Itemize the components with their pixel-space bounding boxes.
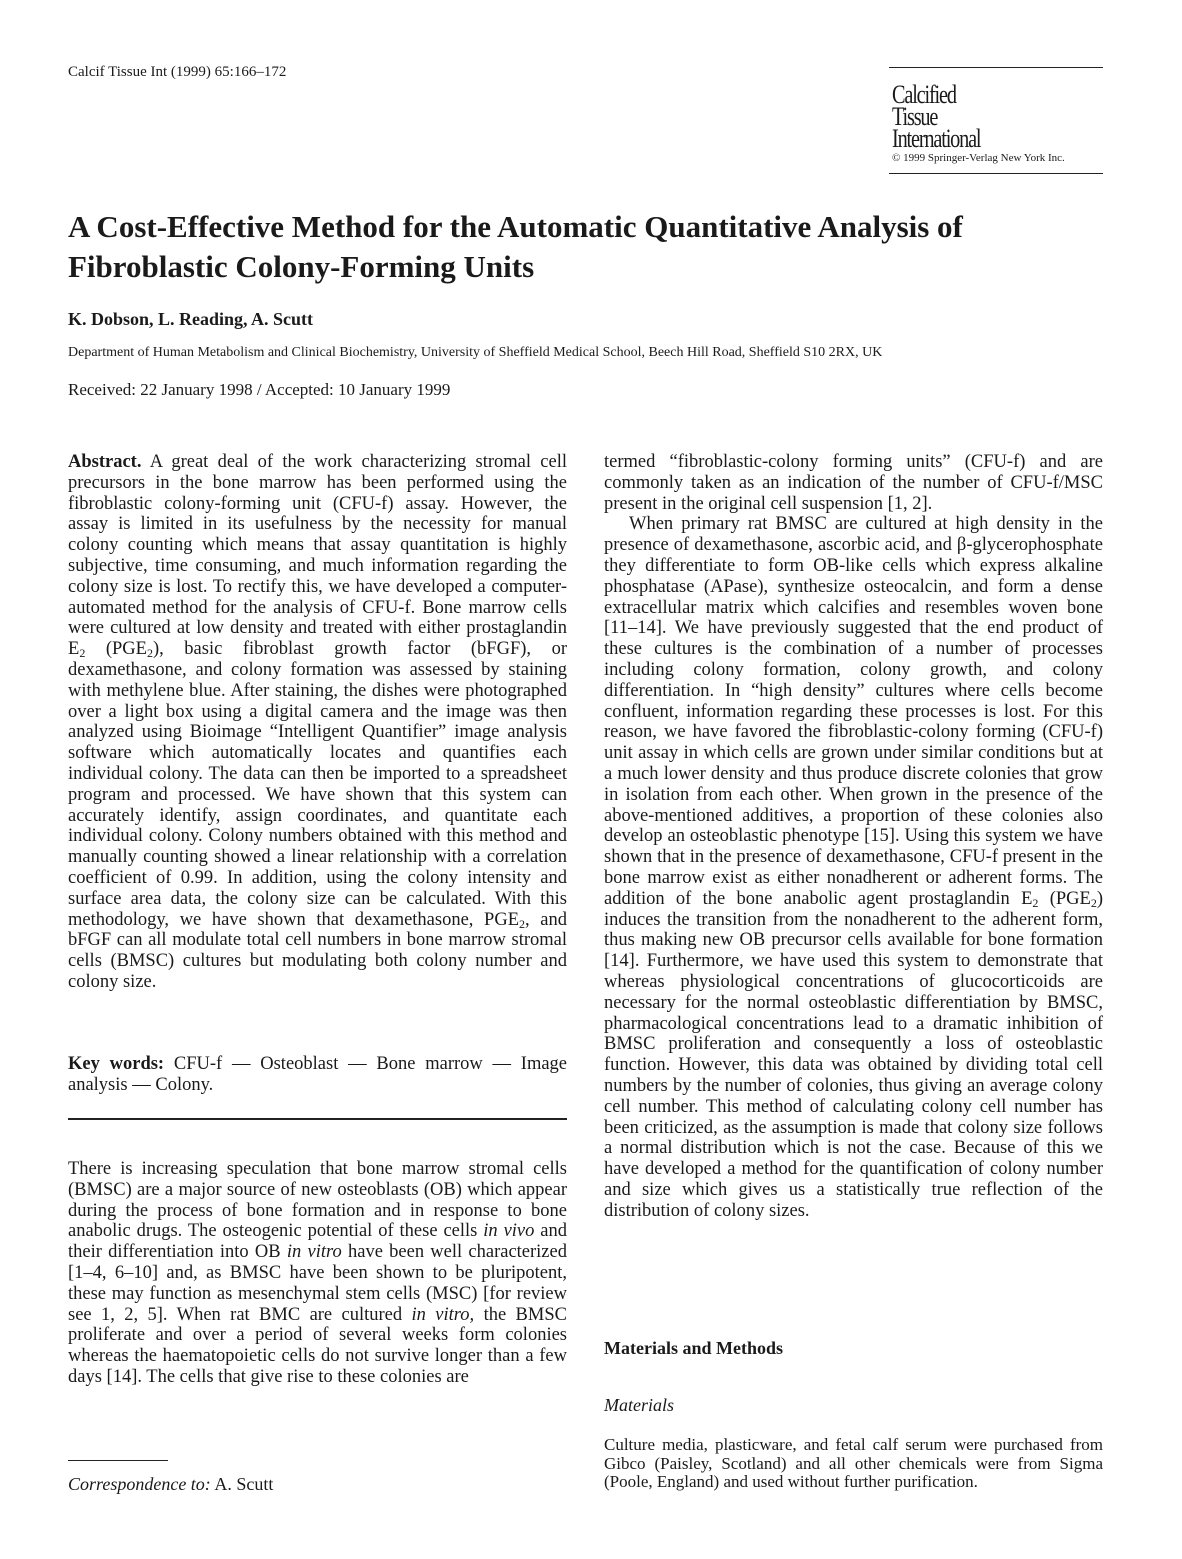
abstract	[68, 452, 567, 993]
intro-text: When primary rat BMSC are cultured at high density in the presence of dexamethasone, ascorbic acid, and β-glycerophosphate they differentiate to form OB-like cells which express alkaline phosphatase (APase), synthesize osteocalcin, and form a dense extracellular matrix which calcifies and resembles woven bone [11–14]. We have previously suggested that the end product of these cultures is the combination of a number of processes including colony formation, colony growth, and colony differentiation. In “high density” cultures where cells become confluent, information regarding these processes is lost. For this reason, we have favored the fibroblastic-colony forming (CFU-f) unit assay in which cells are grown under similar conditions but at a much lower density and thus produce discrete colonies that grow in isolation from each other. When grown in the presence of the above-mentioned additives, a proportion of these colonies also develop an osteoblastic phenotype [15]. Using this system we have shown that in the presence of dexamethasone, CFU-f present in the bone marrow exist as either nonadherent or adherent forms. The addition of the bone anabolic agent prostaglandin E	[604, 514, 1103, 909]
journal-logo-line2: Tissue	[892, 102, 938, 131]
intro-text: ) induces the transition from the nonadherent to the adherent form, thus making new OB precursor cells available for bone formation [14]. Furthermore, we have used this system to demonstrate that whereas physiological concentrations of glucocorticoids are necessary for the normal osteoblastic differentiation by BMSC, pharmacological concentrations lead to a dramatic inhibition of BMSC proliferation and consequently a loss of osteoblastic function. However, this data was obtained by dividing total cell numbers by the number of colonies, thus giving an average colony cell number. This method of calculating colony cell number has been criticized, as the assumption is made that colony size follows a normal distribution which is not the case. Because of this we have developed a method for the quantification of colony number and size which gives us a statistically true reflection of the distribution of colony sizes.	[604, 888, 1103, 1221]
author-list: K. Dobson, L. Reading, A. Scutt	[68, 309, 314, 329]
introduction-left	[68, 1159, 567, 1388]
intro-italic: in vivo	[483, 1221, 535, 1242]
footnote-name: A. Scutt	[214, 1474, 274, 1494]
subscript: 2	[79, 646, 86, 661]
section-heading: Materials and Methods	[604, 1338, 783, 1358]
abstract-text: , and bFGF can all modulate total cell numbers in bone marrow stromal cells (BMSC) cultures but modulating both colony number and colony size.	[68, 909, 567, 992]
journal-logo-line3: International	[892, 124, 981, 153]
abstract-text: A great deal of the work characterizing stromal cell precursors in the bone marrow has been performed using the fibroblastic colony-forming unit (CFU-f) assay. However, the assay is limited in its usefulness by the necessity for manual colony counting which means that assay quantitation is highly subjective, time consuming, and much information regarding the colony size is lost. To rectify this, we have developed a computer-automated method for the analysis of CFU-f. Bone marrow cells were cultured at low density and treated with either prostaglandin E	[68, 452, 568, 660]
intro-italic: in vitro,	[411, 1304, 475, 1325]
footnote-label: Correspondence to:	[68, 1474, 211, 1494]
intro-text: and their differentiation into OB	[68, 1221, 568, 1263]
abstract-text: (PGE	[85, 639, 147, 660]
subsection-heading: Materials	[604, 1395, 674, 1415]
introduction-right	[604, 452, 1103, 1221]
journal-logo-line1: Calcified	[892, 80, 956, 109]
copyright-notice: © 1999 Springer-Verlag New York Inc.	[892, 152, 1065, 164]
intro-paragraph	[604, 514, 1103, 1221]
materials-paragraph: Culture media, plasticware, and fetal calf serum were purchased from Gibco (Paisley, Scotland) and all other chemicals were from Sigma (Poole, England) and used without further purification.	[604, 1435, 1103, 1491]
intro-paragraph-continued: termed “fibroblastic-colony forming units” (CFU-f) and are commonly taken as an indication of the number of CFU-f/MSC present in the original cell suspension [1, 2].	[604, 452, 1103, 514]
subscript: 2	[146, 646, 153, 661]
intro-text: There is increasing speculation that bone marrow stromal cells (BMSC) are a major source of new osteoblasts (OB) which appear during the process of bone formation and in response to bone anabolic drugs. The osteogenic potential of these cells	[68, 1159, 567, 1242]
section-divider	[68, 1118, 567, 1120]
abstract-text: ), basic fibroblast growth factor (bFGF), or dexamethasone, and colony formation was assessed by staining with methylene blue. After staining, the dishes were photographed over a light box using a digital camera and the image was then analyzed using Bioimage “Intelligent Quantifier” image analysis software which automatically locates and quantifies each individual colony. The data can then be imported to a spreadsheet program and processed. We have shown that this system can accurately identify, assign coordinates, and quantitate each individual colony. Colony numbers obtained with this method and manually counting showed a linear relationship with a correlation coefficient of 0.99. In addition, using the colony intensity and surface area data, the colony size can be calculated. With this methodology, we have shown that dexamethasone, PGE	[68, 639, 567, 930]
abstract-paragraph	[68, 452, 567, 993]
received-dates: Received: 22 January 1998 / Accepted: 10 January 1999	[68, 380, 451, 399]
intro-text: (PGE	[1038, 888, 1091, 909]
abstract-label: Abstract.	[68, 452, 142, 472]
intro-text: have been well characterized [1–4, 6–10] and, as BMSC have been shown to be pluripotent, these may function as mesenchymal stem cells (MSC) [for review see 1, 2, 5]. When rat BMC are cultured	[68, 1242, 567, 1325]
subscript: 2	[1032, 895, 1039, 910]
journal-citation: Calcif Tissue Int (1999) 65:166–172	[68, 64, 287, 80]
subscript: 2	[1090, 895, 1097, 910]
correspondence-footnote	[68, 1474, 273, 1495]
author-affiliation: Department of Human Metabolism and Clinical Biochemistry, University of Sheffield Medical School, Beech Hill Road, Sheffield S10 2RX, UK	[68, 345, 883, 360]
keywords	[68, 1054, 567, 1096]
intro-italic: in vitro	[286, 1242, 342, 1263]
intro-text: the BMSC proliferate and over a period of several weeks form colonies whereas the haematopoietic cells do not survive longer than a few days [14]. The cells that give rise to these colonies are	[68, 1304, 567, 1387]
intro-paragraph	[68, 1159, 567, 1388]
keywords-label: Key words:	[68, 1054, 165, 1074]
footnote-divider	[68, 1460, 168, 1461]
subscript: 2	[519, 916, 526, 931]
paper-title: A Cost-Effective Method for the Automatic Quantitative Analysis of Fibroblastic Colony-Forming Units	[68, 209, 963, 284]
journal-logo	[889, 67, 1103, 174]
keywords-text: CFU-f — Osteoblast — Bone marrow — Image analysis — Colony.	[68, 1054, 568, 1095]
